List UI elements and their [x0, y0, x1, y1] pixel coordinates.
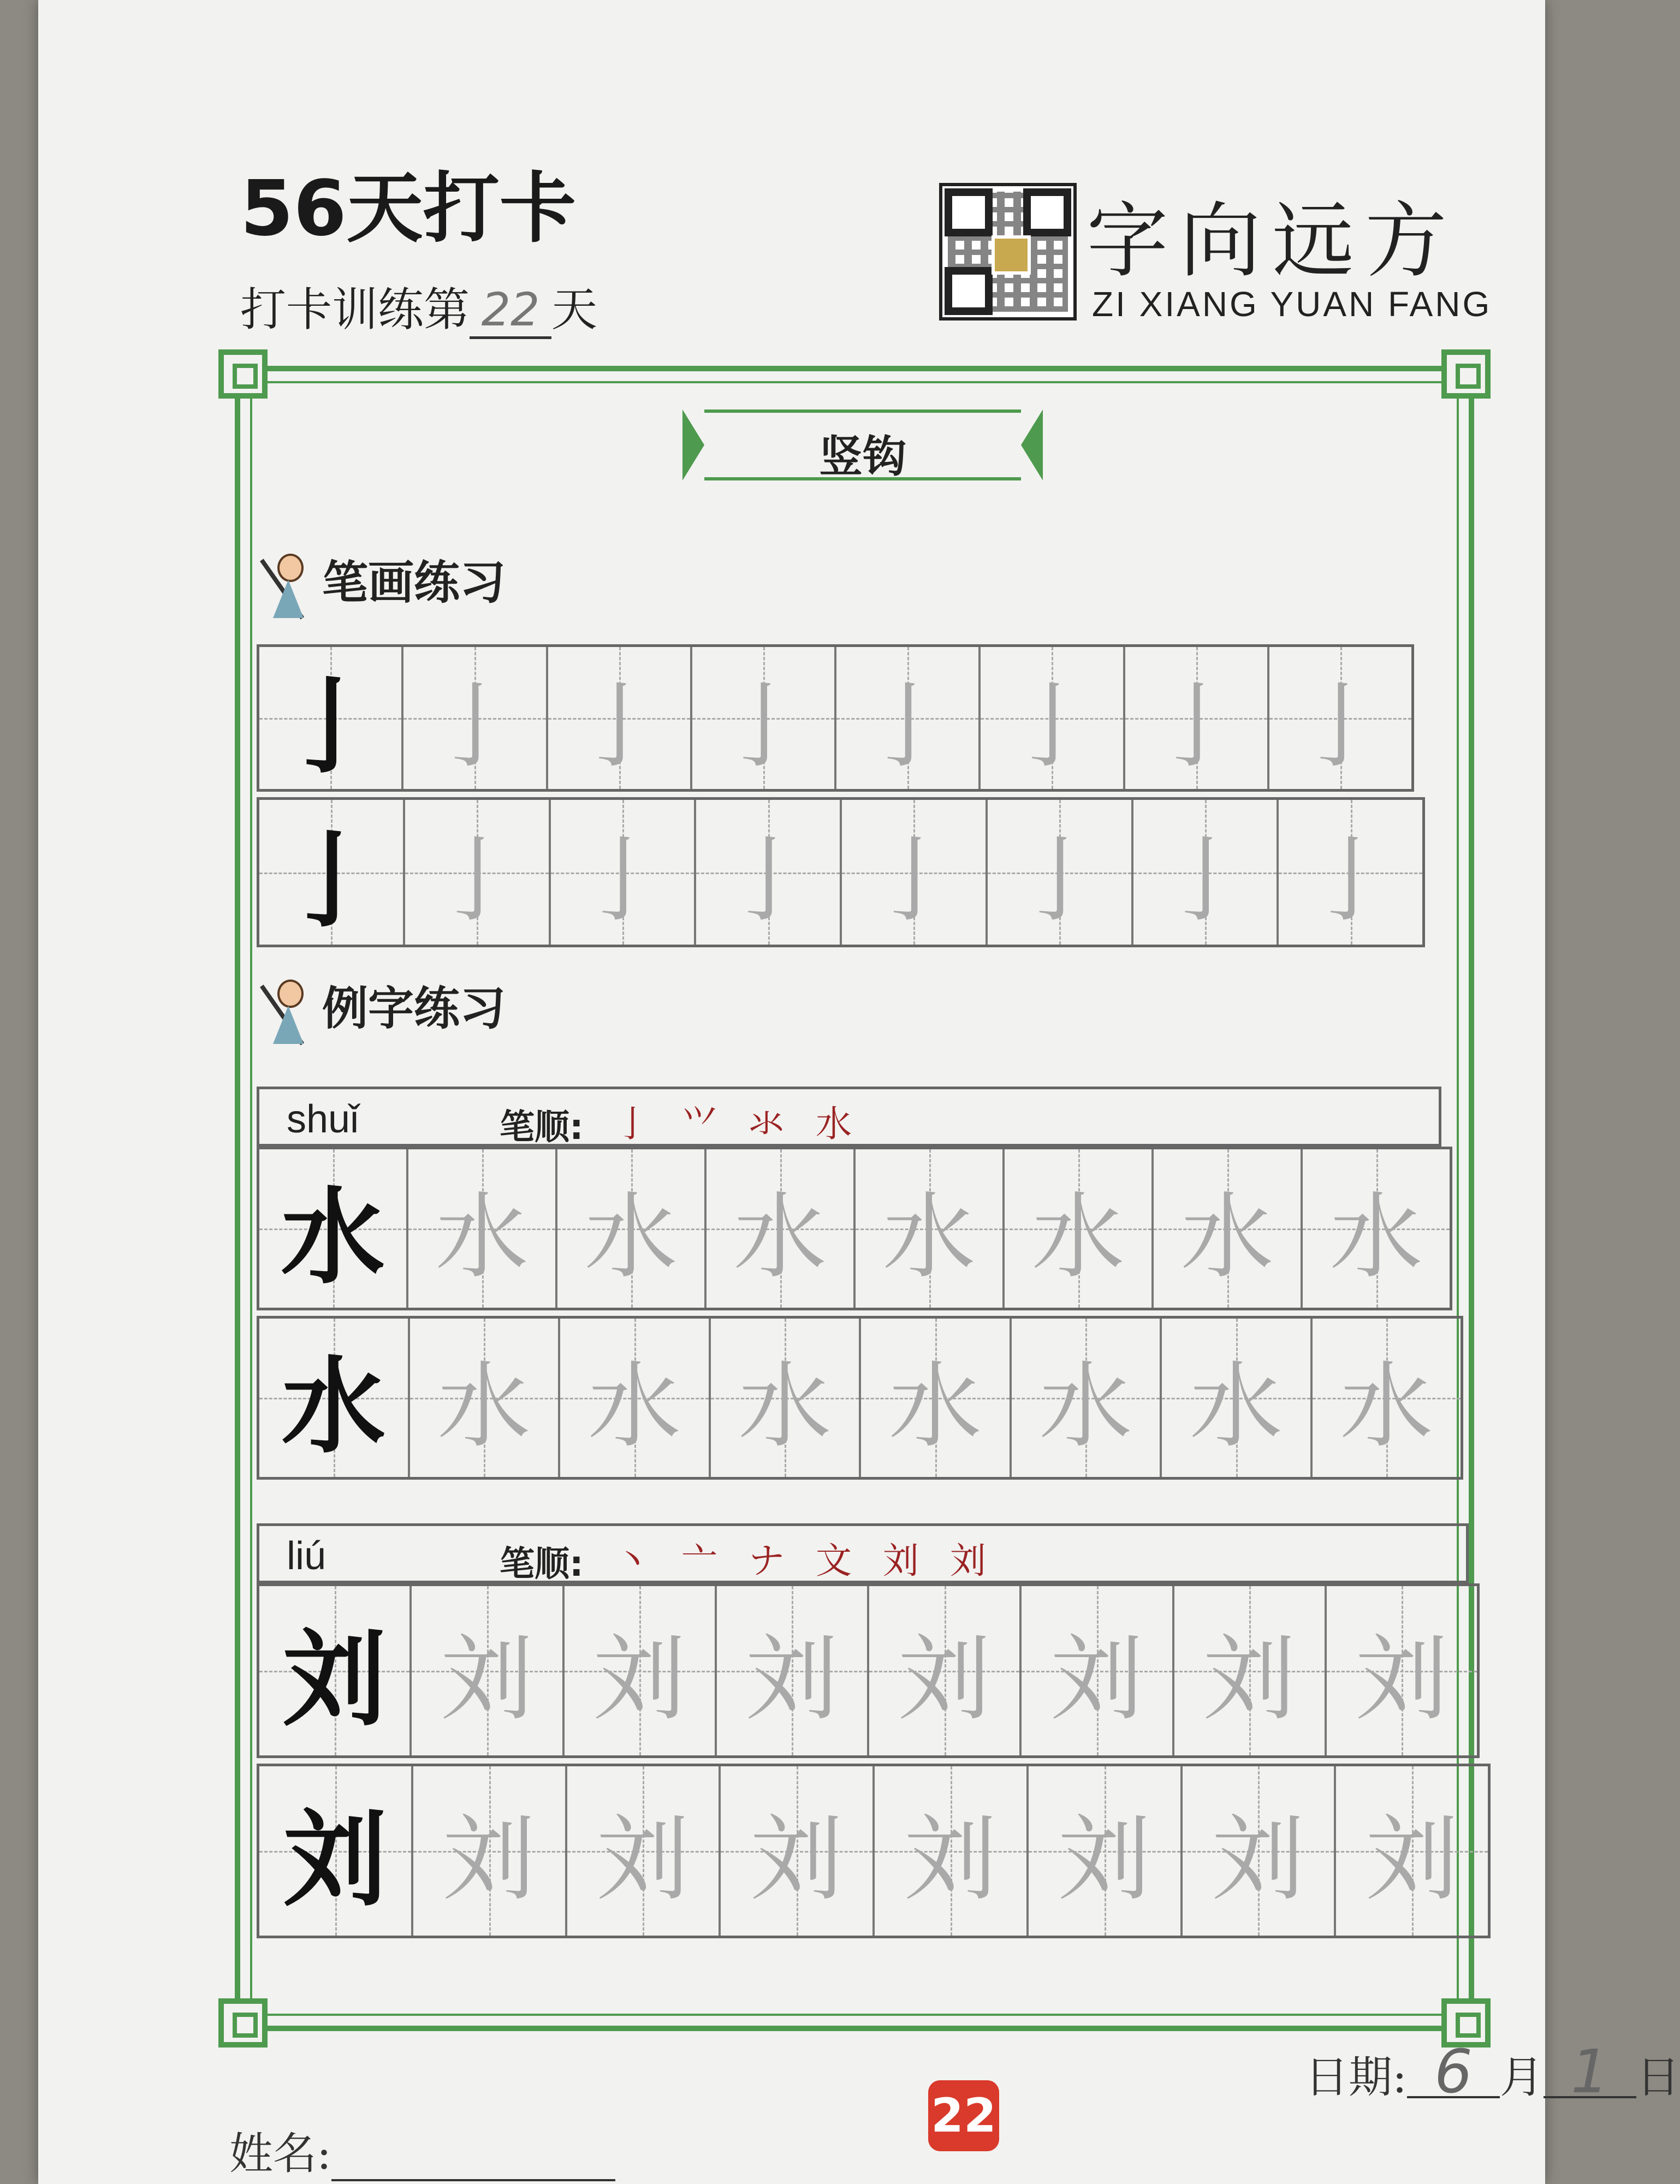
- page-title: 56天打卡: [240, 164, 576, 253]
- trace-cell[interactable]: 亅: [694, 800, 840, 945]
- char-grid-shui-row-2: [257, 1316, 1463, 1480]
- model-cell: 刘: [259, 1766, 411, 1936]
- date-line: [1305, 2037, 1680, 2106]
- trace-cell[interactable]: 刘: [565, 1766, 719, 1936]
- trace-cell[interactable]: 水: [704, 1149, 853, 1308]
- trace-cell[interactable]: 刘: [1180, 1766, 1334, 1936]
- checkin-suffix: 天: [551, 283, 598, 336]
- trace-cell[interactable]: 刘: [562, 1586, 715, 1755]
- qr-code-icon: [939, 183, 1077, 321]
- frame-corner-icon: [218, 1998, 268, 2048]
- frame-corner-icon: [1441, 349, 1491, 399]
- trace-cell[interactable]: 亅: [546, 647, 690, 789]
- stroke-order-label: 笔顺:: [500, 1544, 584, 1584]
- model-cell: 亅: [259, 800, 403, 945]
- trace-cell[interactable]: 刘: [719, 1766, 872, 1936]
- pinyin: shuǐ: [287, 1097, 359, 1141]
- trace-cell[interactable]: 亅: [549, 800, 694, 945]
- day-label: 日: [1636, 2052, 1680, 2103]
- stroke-practice-label: 笔画练习: [322, 556, 506, 609]
- trace-cell[interactable]: 水: [709, 1319, 859, 1477]
- trace-cell[interactable]: 刘: [409, 1586, 562, 1755]
- stroke-grid-row-1: [257, 644, 1414, 792]
- trace-cell[interactable]: 水: [406, 1149, 555, 1308]
- char-info-row-liu: [257, 1523, 1469, 1583]
- char-grid-liu-row-2: [257, 1764, 1491, 1938]
- char-info-row-shui: [257, 1087, 1441, 1147]
- trace-cell[interactable]: 刘: [1334, 1766, 1488, 1936]
- trace-cell[interactable]: 亅: [690, 647, 834, 789]
- trace-cell[interactable]: 水: [408, 1319, 559, 1477]
- stroke-order-label: 笔顺:: [500, 1107, 584, 1148]
- trace-cell[interactable]: 刘: [1325, 1586, 1477, 1755]
- trace-cell[interactable]: 亅: [401, 647, 545, 789]
- trace-cell[interactable]: 水: [1002, 1149, 1151, 1308]
- trace-cell[interactable]: 刘: [872, 1766, 1026, 1936]
- name-field[interactable]: [331, 2146, 615, 2181]
- trace-cell[interactable]: 刘: [1026, 1766, 1180, 1936]
- month-label: 月: [1499, 2052, 1544, 2103]
- stroke-practice-heading: [257, 546, 506, 621]
- trace-cell[interactable]: 水: [555, 1149, 704, 1308]
- trace-cell[interactable]: 水: [558, 1319, 709, 1477]
- stroke-title-ribbon: [682, 399, 1043, 491]
- page-number-badge: 22: [928, 2080, 999, 2151]
- stroke-order: 丶 亠 ナ 文 刘 刘: [614, 1540, 996, 1582]
- example-practice-heading: [257, 972, 506, 1047]
- char-grid-shui-row-1: [257, 1147, 1452, 1310]
- scholar-brush-icon: [257, 976, 317, 1047]
- model-cell: 刘: [259, 1586, 409, 1755]
- trace-cell[interactable]: 刘: [867, 1586, 1019, 1755]
- stroke-order: 亅 ⺍ 氺 水: [614, 1103, 862, 1145]
- checkin-prefix: 打卡训练第: [240, 283, 470, 336]
- trace-cell[interactable]: 亅: [986, 800, 1131, 945]
- example-practice-label: 例字练习: [322, 982, 506, 1035]
- stroke-title: 竖钩: [819, 431, 906, 482]
- char-grid-liu-row-1: [257, 1583, 1480, 1758]
- trace-cell[interactable]: 亅: [834, 647, 978, 789]
- worksheet-page: [38, 0, 1680, 2184]
- trace-cell[interactable]: 亅: [1267, 647, 1411, 789]
- trace-cell[interactable]: 水: [859, 1319, 1010, 1477]
- name-line: [229, 2118, 615, 2181]
- model-cell: 水: [259, 1319, 408, 1477]
- checkin-day-line: [240, 273, 597, 339]
- trace-cell[interactable]: 亅: [1123, 647, 1267, 789]
- trace-cell[interactable]: 亅: [840, 800, 986, 945]
- model-cell: 水: [259, 1149, 406, 1308]
- trace-cell[interactable]: 刘: [1172, 1586, 1325, 1755]
- trace-cell[interactable]: 亅: [403, 800, 549, 945]
- trace-cell[interactable]: 亅: [1131, 800, 1277, 945]
- trace-cell[interactable]: 刘: [715, 1586, 867, 1755]
- scholar-brush-icon: [257, 550, 317, 621]
- month-field[interactable]: 6: [1407, 2047, 1500, 2098]
- pinyin: liú: [287, 1534, 326, 1578]
- trace-cell[interactable]: 亅: [1277, 800, 1422, 945]
- trace-cell[interactable]: 亅: [978, 647, 1123, 789]
- name-label: 姓名:: [229, 2128, 331, 2179]
- day-field[interactable]: 1: [1544, 2047, 1636, 2098]
- trace-cell[interactable]: 刘: [411, 1766, 565, 1936]
- frame-corner-icon: [218, 349, 268, 399]
- trace-cell[interactable]: 水: [1151, 1149, 1301, 1308]
- brand-logo-cn: 字向远方: [1087, 194, 1458, 289]
- trace-cell[interactable]: 水: [1160, 1319, 1310, 1477]
- date-label: 日期:: [1305, 2052, 1407, 2103]
- model-cell: 亅: [259, 647, 401, 789]
- trace-cell[interactable]: 水: [1301, 1149, 1450, 1308]
- trace-cell[interactable]: 水: [853, 1149, 1002, 1308]
- trace-cell[interactable]: 水: [1310, 1319, 1461, 1477]
- stroke-grid-row-2: [257, 797, 1425, 947]
- trace-cell[interactable]: 水: [1010, 1319, 1160, 1477]
- trace-cell[interactable]: 刘: [1019, 1586, 1172, 1755]
- checkin-day-value[interactable]: 22: [470, 283, 551, 339]
- brand-logo-en: ZI XIANG YUAN FANG: [1092, 284, 1492, 324]
